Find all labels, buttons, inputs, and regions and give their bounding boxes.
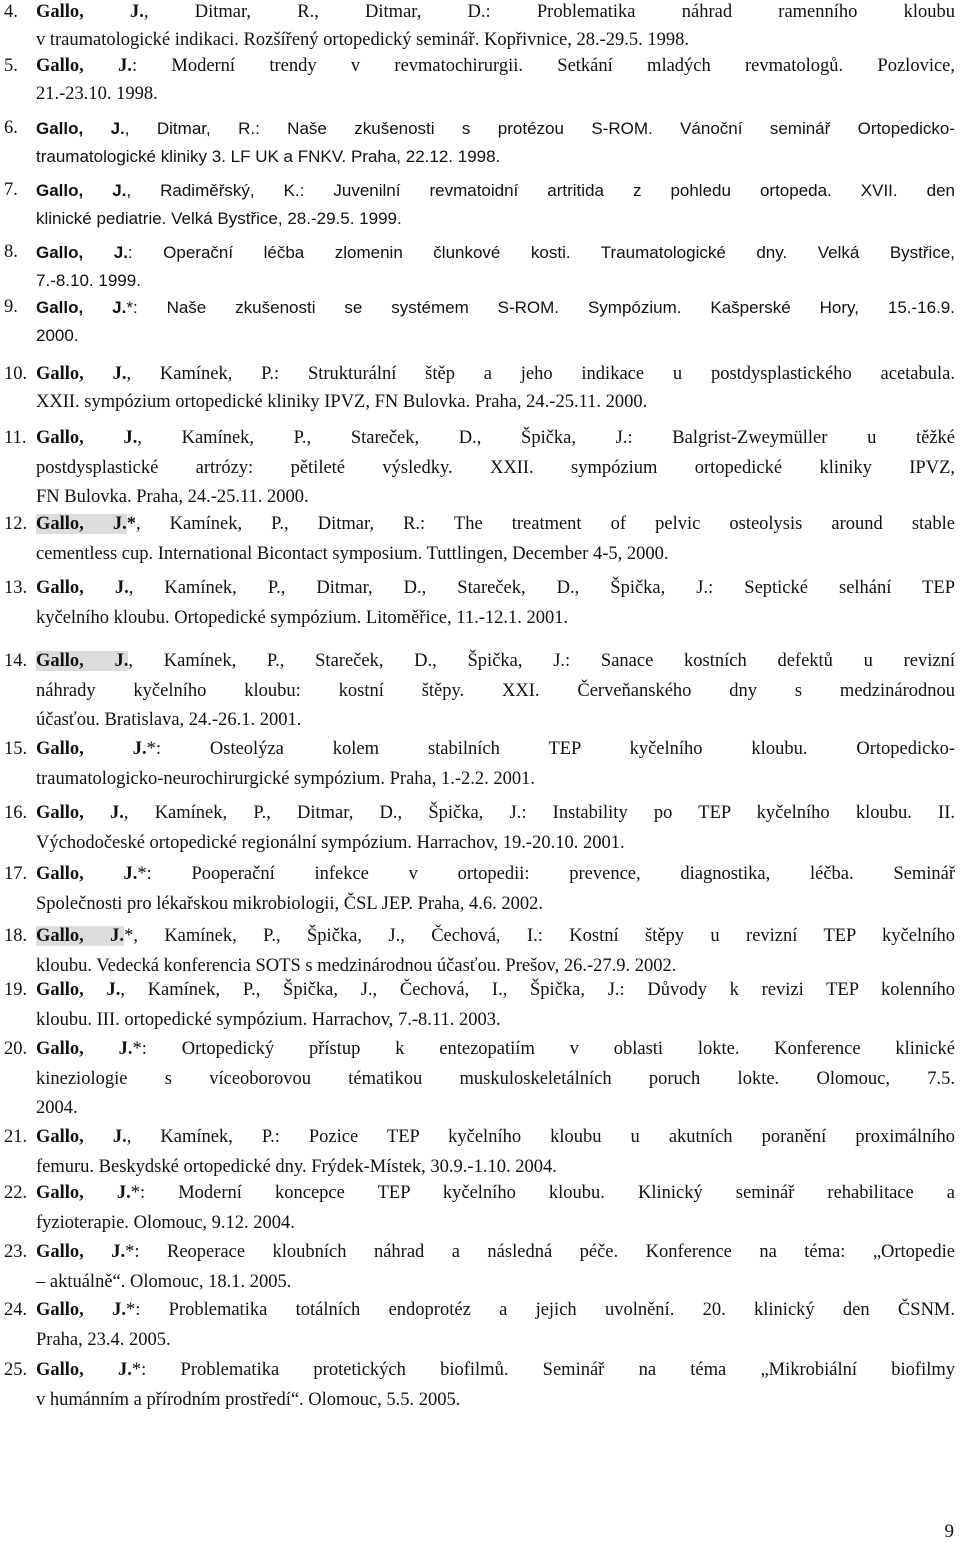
entry-text: fyzioterapie. Olomouc, 9.12. 2004. [36,1212,295,1233]
entry-number: 25. [4,1360,28,1380]
entry-text: Praha, 23.4. 2005. [36,1329,171,1350]
entry-line [36,800,955,828]
author-name: Gallo, J. [36,514,127,534]
author-name: Gallo, J. [36,181,127,200]
entry-line [36,511,955,539]
entry-number: 16. [4,803,28,823]
entry-text: traumatologicko-neurochirurgické sympózium. Praha, 1.-2.2. 2001. [36,768,536,789]
entry-number: 21. [4,1127,28,1147]
entry-text: traumatologické kliniky 3. LF UK a FNKV. Praha, 22.12. 1998. [36,146,501,166]
entry-text: *: Problematika totálních endoprotéz a jejich uvolnění. 20. klinický den ČSNM. [125,1300,955,1320]
entry-number: 24. [4,1300,28,1320]
entry-text: kloubu. III. ortopedické sympózium. Harrachov, 7.-8.11. 2003. [36,1009,501,1030]
entry-text: 2000. [36,325,79,345]
entry-text: , Kamínek, P., Stareček, D., Špička, J.: Balgrist-Zweymüller u těžké [137,428,956,448]
entry-line [36,1297,955,1325]
entry-number: 7. [4,180,18,200]
entry-line [36,1210,955,1238]
entry-line [36,1007,955,1035]
entry-number: 12. [4,514,28,534]
entry-line [36,923,955,951]
entry-text: *: Moderní koncepce TEP kyčelního kloubu. Klinický seminář rehabilitace a [130,1183,955,1203]
entry-text: : Moderní trendy v revmatochirurgii. Setkání mladých revmatologů. Pozlovice, [131,56,956,76]
entry-text: *: Problematika protetických biofilmů. Seminář na téma „Mikrobiální biofilmy [131,1360,955,1380]
entry-text: *: Naše zkušenosti se systémem S-ROM. Sympózium. Kašperské Hory, 15.-16.9. [126,298,955,317]
entry-line [36,322,955,350]
entry-text: 2004. [36,1098,78,1118]
author-name: Gallo, J. [36,578,129,598]
author-name: Gallo, J. [36,298,127,317]
entry-text: klinické pediatrie. Velká Bystřice, 28.-29.5. 1999. [36,208,402,228]
entry-text: *: Pooperační infekce v ortopedii: prevence, diagnostika, léčba. Seminář [137,864,956,884]
author-name: Gallo, J. [36,243,128,262]
entry-line [36,678,955,706]
entry-line [36,81,955,109]
entry-number: 9. [4,297,18,317]
entry-number: 4. [4,2,18,22]
entry-number: 19. [4,980,28,1000]
entry-text: , Ditmar, R.: Naše zkušenosti s protézou S-ROM. Vánoční seminář Ortopedicko- [124,119,955,138]
author-name: Gallo, J. [36,1127,127,1147]
entry-text: účasťou. Bratislava, 24.-26.1. 2001. [36,710,302,730]
entry-line [36,977,955,1005]
entry-text: kineziologie s víceoborovou tématikou muskuloskeletálních poruch lokte. Olomouc, 7.5. [36,1068,955,1089]
author-name: Gallo, J. [36,1300,126,1320]
entry-text: femuru. Beskydské ortopedické dny. Frýdek-Místek, 30.9.-1.10. 2004. [36,1156,557,1177]
entry-line [36,766,955,794]
entry-text: postdysplastické artrózy: pětileté výsledky. XXII. sympózium ortopedické kliniky IPVZ, [36,457,955,478]
entry-text: , Kamínek, P., Stareček, D., Špička, J.: Sanace kostních defektů u revizní [128,651,955,671]
entry-text: *: Ortopedický přístup k entezopatiím v oblasti lokte. Konference klinické [132,1039,955,1059]
author-name: Gallo, J. [36,1360,132,1380]
entry-line [36,1154,955,1182]
entry-line [36,27,955,55]
author-name: Gallo, J. [36,2,144,22]
entry-text: , Kamínek, P., Ditmar, R.: The treatment of pelvic osteolysis around stable [135,514,955,534]
entry-line [36,830,955,858]
entry-line [36,1357,955,1385]
entry-number: 22. [4,1183,28,1203]
entry-line [36,1387,955,1415]
entry-text: kloubu. Vedecká konferencia SOTS s medzinárodnou účasťou. Prešov, 26.-27.9. 2002. [36,955,677,976]
entry-line [36,1327,955,1355]
entry-text: , Kamínek, P., Špička, J., Čechová, I., Špička, J.: Důvody k revizi TEP kolenního [120,980,955,1000]
entry-text: , Kamínek, P.: Pozice TEP kyčelního kloubu u akutních poranění proximálního [126,1127,956,1147]
entry-line [36,267,955,295]
entry-line [36,53,955,81]
author-name: Gallo, J. [36,428,138,448]
entry-line [36,953,955,981]
entry-line [36,177,955,205]
entry-line [36,389,955,417]
entry-text: cementless cup. International Bicontact symposium. Tuttlingen, December 4-5, 2000. [36,543,669,564]
entry-text: kyčelního kloubu. Ortopedické sympózium. Litoměřice, 11.-12.1. 2001. [36,607,569,628]
entry-line [36,1066,955,1094]
entry-number: 23. [4,1242,28,1262]
entry-line [36,1239,955,1267]
author-name: Gallo, J. [36,651,129,671]
entry-number: 11. [4,428,27,448]
entry-text: Společnosti pro lékařskou mikrobiologii, ČSL JEP. Praha, 4.6. 2002. [36,893,544,914]
entry-line [36,1180,955,1208]
entry-line [36,484,955,512]
author-name: Gallo, J. [36,739,147,759]
entry-text: – aktuálně“. Olomouc, 18.1. 2005. [36,1271,292,1292]
entry-line [36,1036,955,1064]
author-name: Gallo, J. [36,1183,131,1203]
entry-line [36,575,955,603]
author-name: Gallo, J. [36,1039,133,1059]
entry-text: Východočeské ortopedické regionální sympózium. Harrachov, 19.-20.10. 2001. [36,832,625,853]
entry-text: XXII. sympózium ortopedické kliniky IPVZ, FN Bulovka. Praha, 24.-25.11. 2000. [36,391,648,412]
entry-number: 5. [4,56,18,76]
entry-line [36,205,955,233]
entry-line [36,115,955,143]
entry-line [36,0,955,27]
entry-line [36,1269,955,1297]
entry-line [36,541,955,569]
entry-number: 13. [4,578,28,598]
entry-text: , Radiměřský, K.: Juvenilní revmatoidní artritida z pohledu ortopeda. XVII. den [126,181,955,200]
entry-number: 18. [4,926,28,946]
page-number: 9 [944,1521,954,1542]
author-name: Gallo, J. [36,803,124,823]
entry-number: 10. [4,364,28,384]
entry-line [36,707,955,735]
entry-line [36,648,955,676]
entry-text: 21.-23.10. 1998. [36,83,158,104]
entry-line [36,239,955,267]
entry-text: *: Reoperace kloubních náhrad a následná péče. Konference na téma: „Ortopedie [125,1242,955,1262]
author-name: * [126,514,136,534]
author-name: Gallo, J. [36,56,132,76]
entry-line [36,425,955,453]
entry-text: FN Bulovka. Praha, 24.-25.11. 2000. [36,487,309,507]
entry-text: 7.-8.10. 1999. [36,270,141,290]
entry-number: 14. [4,651,28,671]
author-name: Gallo, J. [36,980,121,1000]
entry-text: , Kamínek, P.: Strukturální štěp a jeho indikace u postdysplastického acetabula. [126,364,955,384]
entry-line [36,1124,955,1152]
entry-line [36,1095,955,1123]
entry-text: , Ditmar, R., Ditmar, D.: Problematika náhrad ramenního kloubu [143,2,956,22]
entry-number: 15. [4,739,28,759]
entry-text: , Kamínek, P., Ditmar, D., Stareček, D., Špička, J.: Septické selhání TEP [128,578,955,598]
entry-text: *, Kamínek, P., Špička, J., Čechová, I.: Kostní štěpy u revizní TEP kyčelního [124,926,956,946]
author-name: Gallo, J. [36,864,138,884]
entry-text: náhrady kyčelního kloubu: kostní štěpy. XXI. Červeňanského dny s medzinárodnou [36,680,955,701]
entry-number: 17. [4,864,28,884]
entry-line [36,143,955,171]
entry-line [36,736,955,764]
entry-number: 8. [4,242,18,262]
entry-line [36,891,955,919]
entry-line [36,455,955,483]
entry-text: v humánním a přírodním prostředí“. Olomouc, 5.5. 2005. [36,1389,461,1410]
entry-text: v traumatologické indikaci. Rozšířený ortopedický seminář. Kopřivnice, 28.-29.5. 1998. [36,29,689,50]
entry-text: , Kamínek, P., Ditmar, D., Špička, J.: Instability po TEP kyčelního kloubu. II. [123,803,955,823]
entry-text: *: Osteolýza kolem stabilních TEP kyčelního kloubu. Ortopedicko- [146,739,955,759]
entry-line [36,861,955,889]
author-name: Gallo, J. [36,119,125,138]
entry-line [36,605,955,633]
entry-line [36,361,955,389]
entry-number: 20. [4,1039,28,1059]
entry-number: 6. [4,118,18,138]
entry-text: : Operační léčba zlomenin člunkové kosti. Traumatologické dny. Velká Bystřice, [127,243,955,262]
author-name: Gallo, J. [36,1242,126,1262]
entry-line [36,294,955,322]
author-name: Gallo, J. [36,926,125,946]
author-name: Gallo, J. [36,364,127,384]
